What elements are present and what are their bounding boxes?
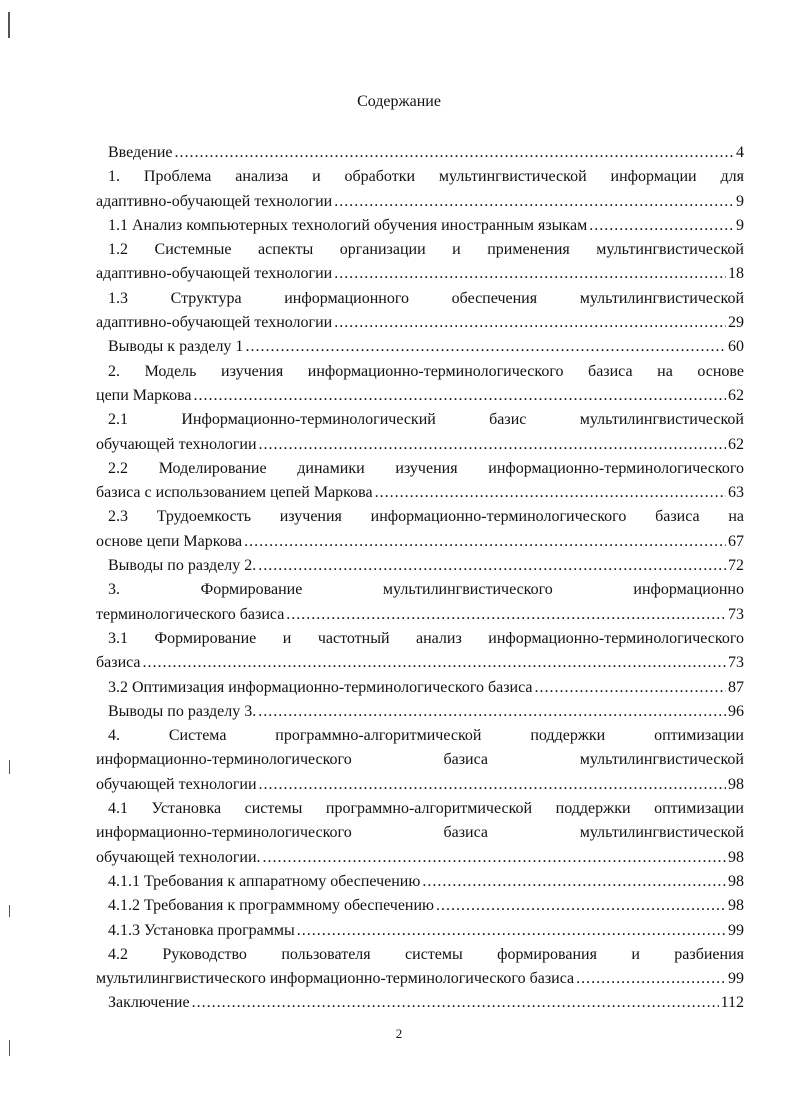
toc-entry[interactable]	[96, 554, 744, 578]
toc-entry-page: 72	[728, 557, 744, 575]
toc-entry-title: 2.3 Трудоемкость изучения информационно-терминологического базиса на	[108, 508, 744, 526]
toc-entry[interactable]	[96, 797, 744, 870]
toc-entry-page: 99	[728, 970, 744, 988]
toc-entry[interactable]	[96, 676, 744, 700]
toc-entry-title: информационно-терминологического базиса мультилингвистической	[96, 824, 744, 842]
toc-entry-title: 4.2 Руководство пользователя системы формирования и разбиения	[108, 945, 744, 963]
toc-dot-leader	[334, 190, 734, 214]
toc-entry-page: 112	[720, 994, 744, 1012]
toc-entry-page: 98	[728, 775, 744, 793]
toc-entry-title: Выводы к разделу 1	[108, 338, 244, 356]
toc-entry-page: 9	[736, 216, 744, 234]
toc-entry-title: 1.1 Анализ компьютерных технологий обучения иностранным языкам	[108, 216, 588, 234]
toc-entry-title: обучающей технологии.	[96, 848, 261, 866]
toc-dot-leader	[258, 700, 726, 724]
toc-entry-title: базиса с использованием цепей Маркова	[96, 484, 373, 502]
toc-entry[interactable]	[96, 724, 744, 797]
toc-entry[interactable]	[96, 141, 744, 165]
toc-entry-page: 29	[728, 314, 744, 332]
toc-entry[interactable]	[96, 408, 744, 457]
toc-entry-title: базиса	[96, 654, 141, 672]
toc-entry-page: 96	[728, 702, 744, 720]
toc-dot-leader	[286, 603, 726, 627]
toc-entry[interactable]	[96, 578, 744, 627]
toc-dot-leader	[143, 651, 726, 675]
toc-entry-page: 4	[736, 144, 744, 161]
toc-entry[interactable]	[96, 627, 744, 676]
toc-entry-title: обучающей технологии	[96, 435, 257, 453]
toc-entry-page: 98	[728, 872, 744, 890]
toc-entry-title: обучающей технологии	[96, 775, 257, 793]
toc-entry-page: 62	[728, 435, 744, 453]
toc-dot-leader	[175, 141, 735, 165]
scan-mark	[8, 12, 10, 38]
toc-entry-title: 2.2 Моделирование динамики изучения информационно-терминологического	[108, 459, 744, 477]
toc-entry[interactable]	[96, 287, 744, 336]
toc-entry-title: 1. Проблема анализа и обработки мультингвистической информации для	[108, 168, 744, 186]
toc-entry[interactable]	[96, 238, 744, 287]
toc-dot-leader	[194, 384, 726, 408]
scan-mark	[9, 905, 10, 917]
toc-entry[interactable]	[96, 360, 744, 409]
page-number: 2	[395, 1026, 403, 1041]
toc-entry[interactable]	[96, 457, 744, 506]
toc-entry-title: терминологического базиса	[96, 605, 285, 623]
toc-entry[interactable]	[96, 943, 744, 992]
toc-entry[interactable]	[96, 894, 744, 918]
toc-entry[interactable]	[96, 919, 744, 943]
toc-entry-page: 87	[728, 678, 744, 696]
toc-entry-page: 98	[728, 897, 744, 915]
toc-entry-title: 3. Формирование мультилингвистического информационно	[108, 581, 744, 599]
toc-dot-leader	[259, 773, 726, 797]
toc-entry-title: 1.2 Системные аспекты организации и применения мультингвистической	[108, 241, 744, 259]
toc-dot-leader	[192, 991, 719, 1015]
toc-entry-title: 4.1 Установка системы программно-алгоритмической поддержки оптимизации	[108, 800, 744, 818]
toc-entry-title: Выводы по разделу 3.	[108, 702, 257, 720]
toc-entry-title: мультилингвистического информационно-терминологического базиса	[96, 970, 575, 988]
toc-entry-page: 62	[728, 386, 744, 404]
toc-entry-page: 9	[736, 192, 744, 210]
toc-entry-title: адаптивно-обучающей технологии	[96, 314, 333, 332]
toc-entry-title: адаптивно-обучающей технологии	[96, 265, 333, 283]
toc-entry-title: Заключение	[108, 994, 190, 1012]
toc-entry-title: 3.2 Оптимизация информационно-терминологического базиса	[108, 678, 533, 696]
toc-entry-title: 2. Модель изучения информационно-терминологического базиса на основе	[108, 362, 744, 380]
toc-entry[interactable]	[96, 991, 744, 1015]
toc-entry-title: информационно-терминологического базиса мультилингвистической	[96, 751, 744, 769]
toc-dot-leader	[259, 433, 726, 457]
toc-entry[interactable]	[96, 505, 744, 554]
toc-entry-page: 67	[728, 532, 744, 550]
toc-dot-leader	[576, 967, 726, 991]
toc-entry-title: 4.1.1 Требования к аппаратному обеспечению	[108, 872, 421, 890]
toc-dot-leader	[436, 894, 726, 918]
toc-entry[interactable]	[96, 214, 744, 238]
toc-entry[interactable]	[96, 165, 744, 214]
toc-dot-leader	[375, 481, 726, 505]
table-of-contents	[96, 141, 744, 1016]
scan-mark	[9, 1040, 10, 1056]
toc-entry-page: 99	[728, 921, 744, 939]
toc-entry-page: 60	[728, 338, 744, 356]
toc-entry-title: 4.1.3 Установка программы	[108, 921, 295, 939]
toc-dot-leader	[297, 919, 726, 943]
toc-dot-leader	[334, 262, 726, 286]
toc-dot-leader	[244, 530, 726, 554]
toc-entry-page: 73	[728, 605, 744, 623]
toc-entry[interactable]	[96, 870, 744, 894]
toc-dot-leader	[245, 335, 726, 359]
scan-mark	[9, 760, 10, 774]
toc-entry[interactable]	[96, 335, 744, 359]
toc-entry-title: 4.1.2 Требования к программному обеспечению	[108, 897, 434, 915]
toc-entry-title: основе цепи Маркова	[96, 532, 243, 550]
toc-dot-leader	[263, 846, 726, 870]
toc-dot-leader	[589, 214, 734, 238]
toc-dot-leader	[334, 311, 726, 335]
toc-entry-page: 63	[728, 484, 744, 502]
toc-dot-leader	[422, 870, 726, 894]
toc-entry-title: 4. Система программно-алгоритмической поддержки оптимизации	[108, 727, 744, 745]
toc-entry-page: 73	[728, 654, 744, 672]
toc-dot-leader	[258, 554, 726, 578]
toc-entry[interactable]	[96, 700, 744, 724]
toc-title: Содержание	[357, 93, 441, 110]
toc-entry-title: Выводы по разделу 2.	[108, 557, 257, 575]
toc-entry-title: 1.3 Структура информационного обеспечения мультилингвистической	[108, 289, 744, 307]
toc-entry-title: 3.1 Формирование и частотный анализ информационно-терминологического	[108, 629, 744, 647]
toc-entry-page: 98	[728, 848, 744, 866]
toc-entry-title: адаптивно-обучающей технологии	[96, 192, 333, 210]
toc-entry-page: 18	[728, 265, 744, 283]
toc-entry-title: цепи Маркова	[96, 386, 192, 404]
toc-entry-title: Введение	[108, 144, 173, 161]
toc-dot-leader	[535, 676, 726, 700]
toc-entry-title: 2.1 Информационно-терминологический базис мультилингвистической	[108, 411, 744, 429]
